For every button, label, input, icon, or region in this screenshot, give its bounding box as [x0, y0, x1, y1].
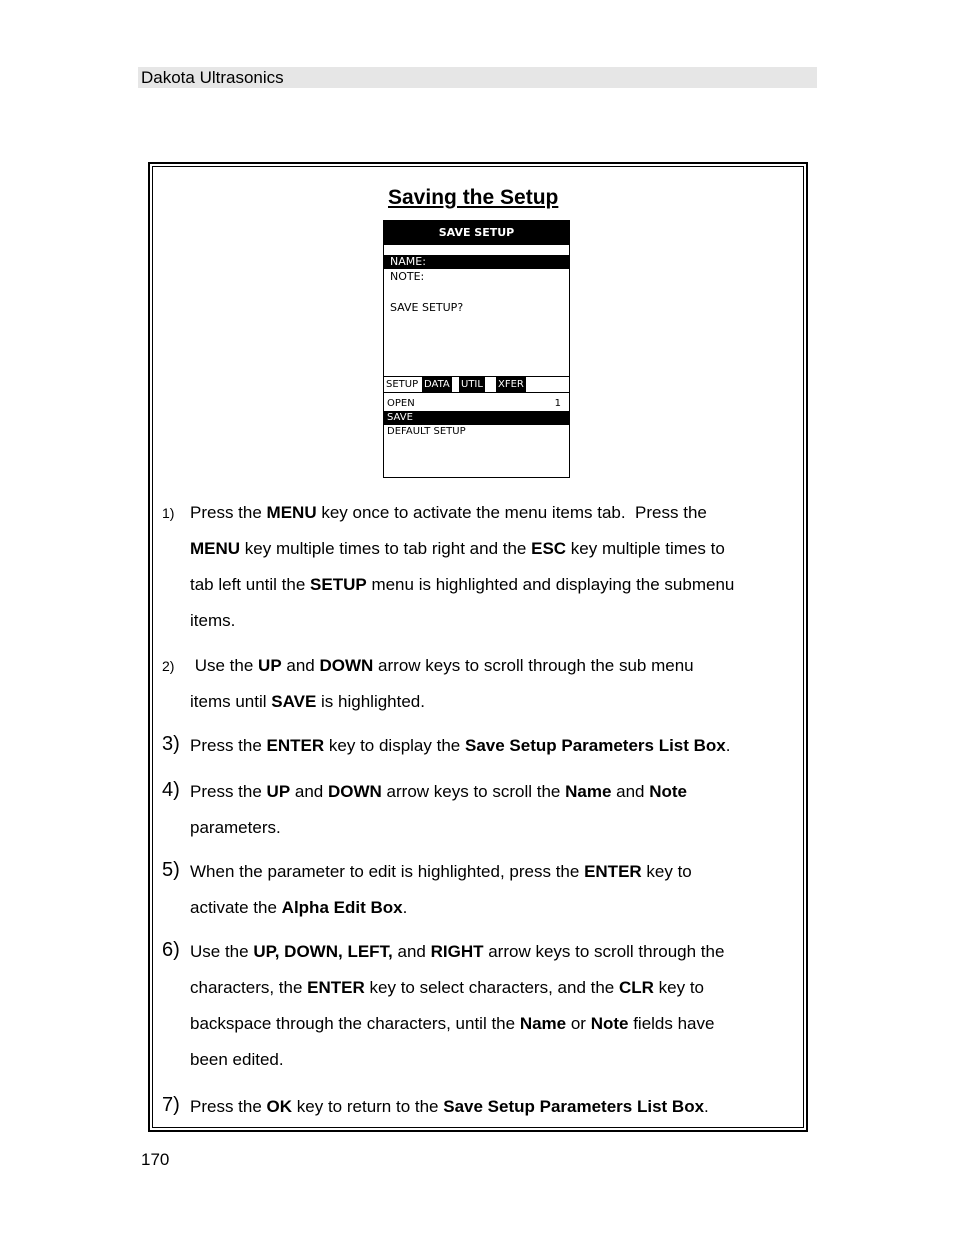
key-term: ESC: [531, 539, 567, 558]
key-term: DOWN: [319, 656, 374, 675]
step-text: .: [704, 1097, 709, 1116]
key-term: RIGHT: [430, 942, 484, 961]
key-term: UP: [266, 782, 291, 801]
step-text: Press the: [190, 736, 267, 755]
step-text: Use the: [190, 656, 259, 675]
step-text: key to select characters, and the: [364, 978, 619, 997]
key-term: SETUP: [310, 575, 367, 594]
step-line: [190, 977, 704, 999]
step-line: [190, 817, 281, 839]
key-term: ENTER: [307, 978, 365, 997]
key-term: ENTER: [584, 862, 642, 881]
step-text: parameters.: [190, 818, 281, 837]
step-text: been edited.: [190, 1050, 284, 1069]
name-label: NAME:: [390, 255, 426, 268]
page-number: 170: [141, 1150, 170, 1169]
menu-item-label: OPEN: [387, 398, 415, 409]
key-term: UP: [258, 656, 282, 675]
step-number: 3): [162, 733, 180, 755]
key-term: MENU: [266, 503, 317, 522]
menu-tab-bar: [384, 377, 569, 392]
note-label: NOTE:: [390, 270, 425, 283]
step-number: 6): [162, 939, 180, 961]
menu-item-default-setup: [387, 425, 569, 439]
step-text: arrow keys to scroll through the sub menu: [373, 656, 694, 675]
step-text: characters, the: [190, 978, 308, 997]
content-frame: [148, 162, 808, 1132]
key-term: CLR: [618, 978, 654, 997]
step-text: or: [566, 1014, 591, 1033]
key-term: Alpha Edit Box: [281, 898, 403, 917]
step-line: [190, 610, 235, 632]
step-line: [190, 941, 724, 963]
step-number: 4): [162, 779, 180, 801]
tab-xfer: XFER: [498, 379, 524, 390]
step-text: key once to activate the menu items tab. Press the: [316, 503, 707, 522]
step-text: Press the: [190, 1097, 267, 1116]
step-text: fields have: [628, 1014, 715, 1033]
step-text: items until: [190, 692, 272, 711]
key-term: OK: [266, 1097, 293, 1116]
step-number: 5): [162, 859, 180, 881]
step-text: key multiple times to tab right and the: [240, 539, 532, 558]
tab-data: DATA: [424, 379, 450, 390]
step-text: key to: [641, 862, 692, 881]
step-text: backspace through the characters, until the: [190, 1014, 520, 1033]
step-line: [190, 655, 694, 677]
step-text: arrow keys to scroll through the: [483, 942, 725, 961]
key-term: UP, DOWN, LEFT,: [253, 942, 393, 961]
key-term: MENU: [190, 539, 241, 558]
step-line: [190, 1096, 709, 1118]
step-text: key multiple times to: [566, 539, 725, 558]
key-term: Save Setup Parameters List Box: [443, 1097, 705, 1116]
menu-item-label: DEFAULT SETUP: [387, 426, 466, 437]
step-text: Press the: [190, 782, 267, 801]
menu-item-value: 1: [554, 398, 561, 409]
key-term: ENTER: [266, 736, 325, 755]
step-line: [190, 502, 707, 524]
step-number: 2): [162, 658, 175, 674]
step-text: tab left until the: [190, 575, 311, 594]
step-line: [190, 781, 687, 803]
step-text: is highlighted.: [316, 692, 425, 711]
step-text: Press the: [190, 503, 267, 522]
step-line: [190, 538, 725, 560]
header-text: Dakota Ultrasonics: [141, 68, 284, 87]
step-line: [190, 735, 731, 757]
step-text: menu is highlighted and displaying the submenu: [366, 575, 735, 594]
step-text: .: [402, 898, 408, 917]
step-number: 1): [162, 505, 175, 521]
step-text: key to return to the: [292, 1097, 444, 1116]
step-text: key to: [653, 978, 705, 997]
key-term: SAVE: [271, 692, 317, 711]
name-row-highlight: [384, 255, 569, 269]
step-text: activate the: [190, 898, 282, 917]
tab-util: UTIL: [461, 379, 483, 390]
step-text: and: [290, 782, 328, 801]
step-line: [190, 1049, 284, 1071]
step-text: When the parameter to edit is highlighted, press the: [190, 862, 585, 881]
step-text: .: [725, 736, 731, 755]
menu-item-open: [387, 397, 569, 411]
step-line: [190, 1013, 714, 1035]
step-text: items.: [190, 611, 236, 630]
step-text: arrow keys to scroll the: [381, 782, 566, 801]
step-text: key to display the: [324, 736, 465, 755]
menu-item-save: [384, 411, 569, 425]
running-header: [138, 67, 817, 88]
save-prompt: SAVE SETUP?: [390, 301, 464, 314]
key-term: Note: [649, 782, 687, 801]
tab-underline: [384, 392, 569, 393]
device-screen: [383, 220, 570, 478]
step-line: [190, 691, 425, 713]
step-text: Use the: [190, 942, 254, 961]
key-term: DOWN: [327, 782, 382, 801]
step-line: [190, 897, 407, 919]
step-line: [190, 861, 692, 883]
menu-item-label: SAVE: [387, 412, 413, 423]
screen-title: SAVE SETUP: [384, 221, 569, 245]
section-title: Saving the Setup: [388, 186, 559, 209]
key-term: Note: [590, 1014, 629, 1033]
step-text: and: [392, 942, 431, 961]
tab-setup: SETUP: [386, 379, 419, 390]
key-term: Name: [519, 1014, 567, 1033]
key-term: Save Setup Parameters List Box: [464, 736, 726, 755]
step-number: 7): [162, 1094, 180, 1116]
step-line: [190, 574, 734, 596]
step-text: and: [281, 656, 320, 675]
key-term: Name: [565, 782, 612, 801]
step-text: and: [611, 782, 650, 801]
